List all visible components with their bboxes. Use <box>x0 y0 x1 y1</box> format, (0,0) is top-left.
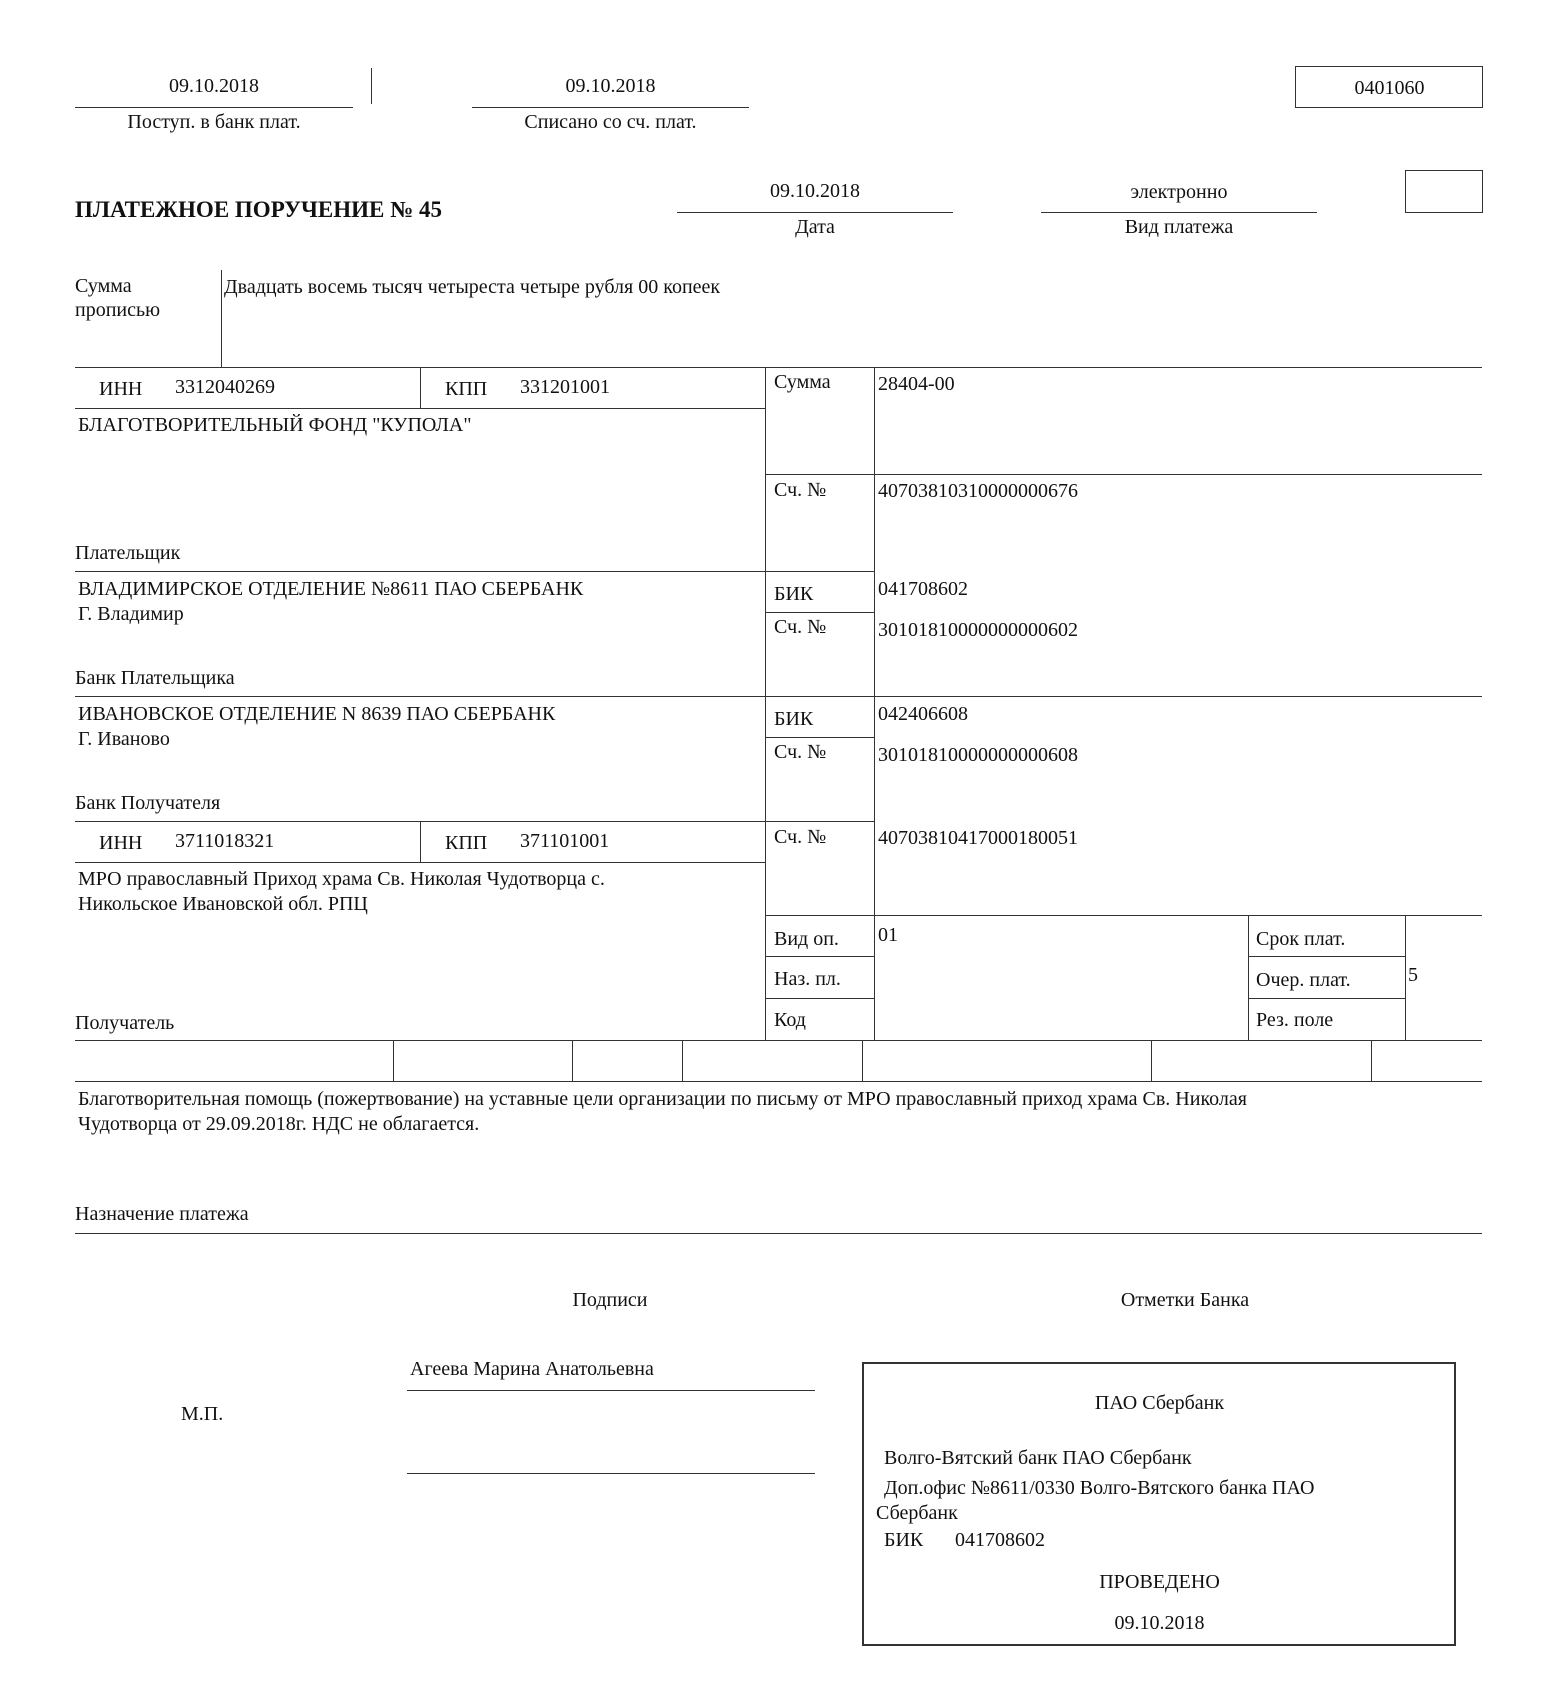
payee-label: Получатель <box>75 1012 175 1034</box>
payer-account: 40703810310000000676 <box>878 480 1078 502</box>
bank-stamp-bik-label: БИК <box>884 1529 924 1551</box>
op-top-line <box>765 915 1482 916</box>
payee-bank-bik: 042406608 <box>878 703 968 725</box>
signatures-label: Подписи <box>572 1289 648 1311</box>
purpose-line-2: Чудотворца от 29.09.2018г. НДС не облагается. <box>78 1113 480 1135</box>
payee-bank-bik-line <box>765 737 874 738</box>
payer-kpp: 331201001 <box>520 376 610 398</box>
signer-name: Агеева Марина Анатольевна <box>410 1358 654 1380</box>
order-date-label: Дата <box>795 216 835 238</box>
bank-marks-label: Отметки Банка <box>1120 1289 1250 1311</box>
op-ocher: 5 <box>1408 964 1418 986</box>
payee-inn-divider <box>420 821 421 862</box>
stamp-place-label: М.П. <box>181 1403 224 1425</box>
tax-cell-divider-5 <box>1151 1040 1152 1081</box>
grid-col-ocher <box>1405 915 1406 1040</box>
payer-bank-bik-label: БИК <box>774 583 814 605</box>
status-box <box>1405 170 1483 213</box>
signature-line-2 <box>407 1473 815 1474</box>
tax-cell-divider-1 <box>393 1040 394 1081</box>
payer-inn-divider <box>420 367 421 408</box>
payer-bank-city: Г. Владимир <box>78 603 184 625</box>
payee-name-1: МРО православный Приход храма Св. Николая Чудотворца с. <box>78 868 605 890</box>
op-vid-label: Вид оп. <box>774 928 839 950</box>
payer-bank-name: ВЛАДИМИРСКОЕ ОТДЕЛЕНИЕ №8611 ПАО СБЕРБАНК <box>78 578 584 600</box>
tax-cell-divider-4 <box>862 1040 863 1081</box>
debited-date-line <box>472 107 749 108</box>
debited-date: 09.10.2018 <box>565 75 656 97</box>
op-srok-line <box>1248 956 1405 957</box>
amount-words-label-2: прописью <box>75 299 161 321</box>
payer-inn-line <box>75 408 765 409</box>
grid-col-main <box>765 367 766 1040</box>
amount-words-value: Двадцать восемь тысяч четыреста четыре рубля 00 копеек <box>224 276 721 298</box>
payee-bank-account-label: Сч. № <box>774 741 827 763</box>
payee-inn-label: ИНН <box>99 832 143 854</box>
bank-stamp-line-2: Волго-Вятский банк ПАО Сбербанк <box>884 1447 1192 1469</box>
payee-inn-line <box>75 862 765 863</box>
grid-col-values <box>874 367 875 1040</box>
amount-words-divider <box>221 270 222 367</box>
amount-bottom-line <box>765 474 1482 475</box>
bank-stamp-bik: 041708602 <box>955 1529 1045 1551</box>
bank-stamp-line-1: ПАО Сбербанк <box>1094 1392 1225 1414</box>
op-srok-label: Срок плат. <box>1256 928 1346 950</box>
payer-bank-account: 30101810000000000602 <box>878 619 1078 641</box>
payee-name-2: Никольское Ивановской обл. РПЦ <box>78 893 368 915</box>
purpose-bottom-line <box>75 1233 1482 1234</box>
purpose-label: Назначение платежа <box>75 1203 249 1225</box>
op-vid: 01 <box>878 924 898 946</box>
payer-name: БЛАГОТВОРИТЕЛЬНЫЙ ФОНД "КУПОЛА" <box>78 414 472 436</box>
tax-cell-divider-6 <box>1371 1040 1372 1081</box>
payee-kpp-label: КПП <box>445 832 488 854</box>
bank-stamp-line-3: Доп.офис №8611/0330 Волго-Вятского банка ПАО <box>884 1477 1315 1499</box>
signature-line-1 <box>407 1390 815 1391</box>
payer-inn: 3312040269 <box>175 376 275 398</box>
payer-bank-label: Банк Плательщика <box>75 667 235 689</box>
payer-bank-bottom-line <box>75 696 1482 697</box>
payee-kpp: 371101001 <box>520 830 610 852</box>
amount-words-label-1: Сумма <box>75 275 132 297</box>
amount-words-bottom-line <box>75 367 1482 368</box>
grid-col-srok <box>1248 915 1249 1040</box>
payment-type-line <box>1041 212 1317 213</box>
tax-row-bottom-line <box>75 1081 1482 1082</box>
header-divider <box>371 68 372 104</box>
document-title: ПЛАТЕЖНОЕ ПОРУЧЕНИЕ № 45 <box>75 197 443 222</box>
tax-cell-divider-2 <box>572 1040 573 1081</box>
amount-value: 28404-00 <box>878 373 955 395</box>
payee-inn: 3711018321 <box>175 830 275 852</box>
received-label: Поступ. в банк плат. <box>127 111 301 133</box>
payee-account: 40703810417000180051 <box>878 827 1078 849</box>
op-naz-label: Наз. пл. <box>774 968 841 990</box>
op-ocher-label: Очер. плат. <box>1256 969 1351 991</box>
op-naz-line <box>765 998 874 999</box>
op-kod-label: Код <box>774 1009 806 1031</box>
received-date-line <box>75 107 353 108</box>
payer-bank-bik: 041708602 <box>878 578 968 600</box>
bank-stamp-line-4: Сбербанк <box>876 1502 958 1524</box>
bank-stamp-status: ПРОВЕДЕНО <box>1099 1571 1220 1593</box>
tax-row-top-line <box>75 1040 1482 1041</box>
order-date-line <box>677 212 953 213</box>
payer-inn-label: ИНН <box>99 378 143 400</box>
op-rez-label: Рез. поле <box>1256 1009 1334 1031</box>
order-date: 09.10.2018 <box>770 180 860 202</box>
payer-kpp-label: КПП <box>445 378 488 400</box>
payer-bank-account-label: Сч. № <box>774 616 827 638</box>
payer-bottom-line <box>75 571 874 572</box>
received-date: 09.10.2018 <box>169 75 259 97</box>
payee-bank-bottom-line <box>75 821 874 822</box>
op-ocher-line <box>1248 998 1405 999</box>
form-code: 0401060 <box>1354 77 1425 99</box>
payer-label: Плательщик <box>75 542 181 564</box>
payee-bank-bik-label: БИК <box>774 708 814 730</box>
bank-stamp-date: 09.10.2018 <box>1114 1612 1205 1634</box>
op-vid-line <box>765 956 874 957</box>
payee-bank-city: Г. Иваново <box>78 728 170 750</box>
amount-label: Сумма <box>774 371 831 393</box>
payee-bank-name: ИВАНОВСКОЕ ОТДЕЛЕНИЕ N 8639 ПАО СБЕРБАНК <box>78 703 556 725</box>
payee-bank-account: 30101810000000000608 <box>878 744 1078 766</box>
purpose-line-1: Благотворительная помощь (пожертвование) на уставные цели организации по письму от МРО православный приход храма Св. Николая <box>78 1088 1247 1110</box>
payer-bank-bik-line <box>765 612 874 613</box>
payee-account-label: Сч. № <box>774 826 827 848</box>
payment-type: электронно <box>1130 181 1228 203</box>
tax-cell-divider-3 <box>682 1040 683 1081</box>
payee-bank-label: Банк Получателя <box>75 792 221 814</box>
payer-account-label: Сч. № <box>774 479 827 501</box>
payment-type-label: Вид платежа <box>1124 216 1234 238</box>
debited-label: Списано со сч. плат. <box>524 111 697 133</box>
